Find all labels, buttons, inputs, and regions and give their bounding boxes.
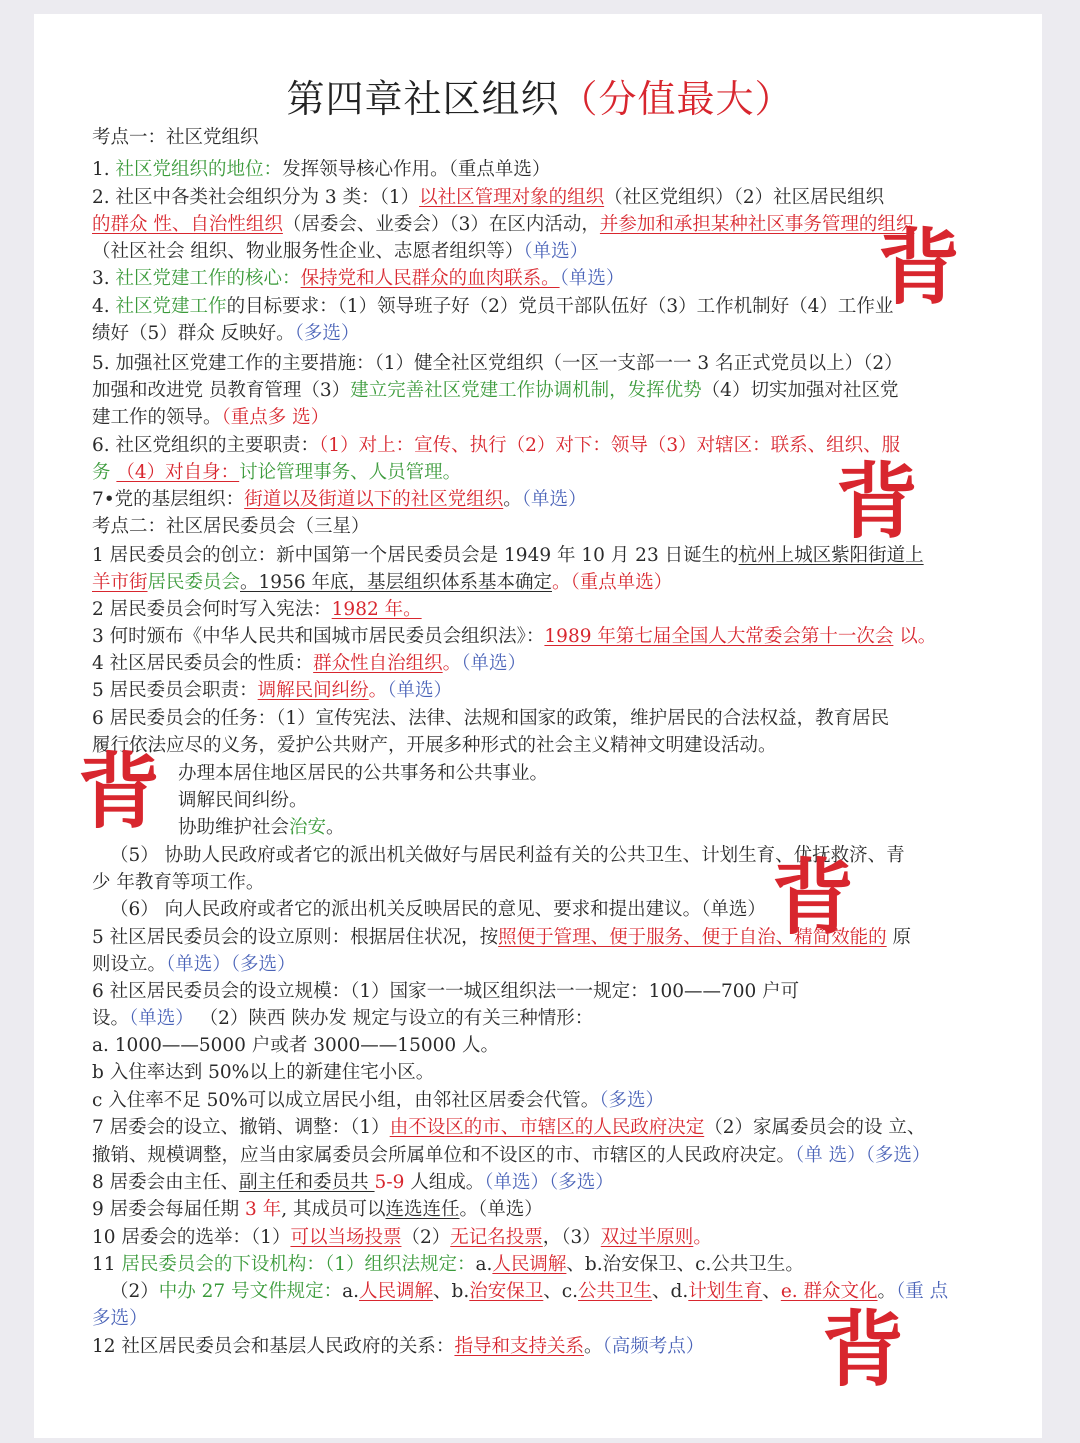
text-line: 1 居民委员会的创立：新中国第一个居民委员会是 1949 年 10 月 23 日诞生的杭州上城区紫阳街道上 <box>92 545 924 566</box>
text-line: 协助维护社会治安。 <box>178 817 345 838</box>
text-line: 4. 社区党建工作的目标要求：（1）领导班子好（2）党员干部队伍好（3）工作机制好（4）工作业 <box>92 296 894 317</box>
bei-stamp: 背 <box>772 851 855 946</box>
bei-stamp: 背 <box>78 745 161 840</box>
bei-stamp: 背 <box>878 221 961 316</box>
text-line: 7 居委会的设立、撤销、调整：（1）由不设区的市、市辖区的人民政府决定（2）家属委员会的设 立、 <box>92 1117 926 1138</box>
text-line: 1. 社区党组织的地位：发挥领导核心作用。（重点单选） <box>92 159 551 180</box>
text-line: b 入住率达到 50%以上的新建住宅小区。 <box>92 1062 435 1083</box>
text-line: （6） 向人民政府或者它的派出机关反映居民的意见、要求和提出建议。（单选） <box>110 899 766 920</box>
text-line: 3 何时颁布《中华人民共和国城市居民委员会组织法》：1989 年第七届全国人大常委会第十一次会 以。 <box>92 626 937 647</box>
text-line: 少 年教育等项工作。 <box>92 872 265 893</box>
text-line: 则设立。（单选）（多选） <box>92 954 296 975</box>
text-line: 2. 社区中各类社会组织分为 3 类：（1）以社区管理对象的组织（社区党组织）（2）社区居民组织 <box>92 187 885 208</box>
text-line: 务 （4）对自身：讨论管理事务、人员管理。 <box>92 462 462 483</box>
bei-stamp: 背 <box>836 455 919 550</box>
text-line: 6 社区居民委员会的设立规模：（1）国家一一城区组织法一一规定：100——700 户可 <box>92 981 800 1002</box>
text-line: 撤销、规模调整，应当由家属委员会所属单位和不设区的市、市辖区的人民政府决定。（单 选）（多选） <box>92 1145 931 1166</box>
text-line: a. 1000——5000 户或者 3000——15000 人。 <box>92 1035 500 1056</box>
text-line: 7•党的基层组织：街道以及街道以下的社区党组织。（单选） <box>92 489 587 510</box>
text-line: 10 居委会的选举：（1）可以当场投票（2）无记名投票，（3）双过半原则。 <box>92 1227 712 1248</box>
text-line: 9 居委会每届任期 3 年, 其成员可以连选连任。（单选） <box>92 1199 543 1220</box>
text-line: 设。（单选） （2）陕西 陕办发 规定与设立的有关三种情形： <box>92 1008 594 1029</box>
text-line: 11 居民委员会的下设机构：（1）组织法规定：a.人民调解、b.治安保卫、c.公共卫生。 <box>92 1254 804 1275</box>
text-line: 2 居民委员会何时写入宪法：1982 年。 <box>92 599 422 620</box>
text-line: 5 居民委员会职责：调解民间纠纷。（单选） <box>92 680 452 701</box>
text-line: 办理本居住地区居民的公共事务和公共事业。 <box>178 763 549 784</box>
text-line: 多选） <box>92 1308 148 1329</box>
text-line: 绩好（5）群众 反映好。（多选） <box>92 323 360 344</box>
page-title: 第四章社区组织（分值最大） <box>286 77 794 121</box>
text-line: 调解民间纠纷。 <box>178 790 308 811</box>
text-line: （5） 协助人民政府或者它的派出机关做好与居民利益有关的公共卫生、计划生育、优抚救济、青 <box>110 845 905 866</box>
text-line: c 入住率不足 50%可以成立居民小组，由邻社区居委会代管。（多选） <box>92 1090 665 1111</box>
text-line: （社区社会 组织、物业服务性企业、志愿者组织等）（单选） <box>92 241 589 262</box>
text-line: 加强和改进党 员教育管理（3）建立完善社区党建工作协调机制，发挥优势（4）切实加强对社区党 <box>92 380 899 401</box>
text-line: （2）中办 27 号文件规定：a.人民调解、b.治安保卫、c.公共卫生、d.计划生育、e. 群众文化。（重 点 <box>110 1281 949 1302</box>
section-heading: 考点二：社区居民委员会（三星） <box>92 516 370 537</box>
text-line: 羊市街居民委员会。1956 年底，基层组织体系基本确定。（重点单选） <box>92 572 673 593</box>
bei-stamp: 背 <box>822 1303 905 1398</box>
text-line: 建工作的领导。（重点多 选） <box>92 407 330 428</box>
text-line: 5. 加强社区党建工作的主要措施：（1）健全社区党组织（一区一支部一一 3 名正式党员以上）（2） <box>92 353 903 374</box>
text-line: 8 居委会由主任、副主任和委员共 5-9 人组成。（单选）（多选） <box>92 1172 614 1193</box>
text-line: 3. 社区党建工作的核心：保持党和人民群众的血肉联系。（单选） <box>92 268 625 289</box>
text-line: 履行依法应尽的义务，爱护公共财产，开展多种形式的社会主义精神文明建设活动。 <box>92 735 777 756</box>
text-line: 6 居民委员会的任务：（1）宣传宪法、法律、法规和国家的政策，维护居民的合法权益，教育居民 <box>92 708 890 729</box>
section-heading: 考点一：社区党组织 <box>92 127 259 148</box>
text-line: 12 社区居民委员会和基层人民政府的关系：指导和支持关系。（高频考点） <box>92 1336 705 1357</box>
text-line: 4 社区居民委员会的性质：群众性自治组织。（单选） <box>92 653 526 674</box>
text-line: 5 社区居民委员会的设立原则：根据居住状况，按照便于管理、便于服务、便于自治、精简效能的 原 <box>92 927 912 948</box>
text-line: 的群众 性、自治性组织（居委会、业委会）（3）在区内活动，并参加和承担某种社区事务管理的组织 <box>92 214 915 235</box>
text-line: 6. 社区党组织的主要职责：（1）对上：宣传、执行（2）对下：领导（3）对辖区：联系、组织、服 <box>92 435 901 456</box>
